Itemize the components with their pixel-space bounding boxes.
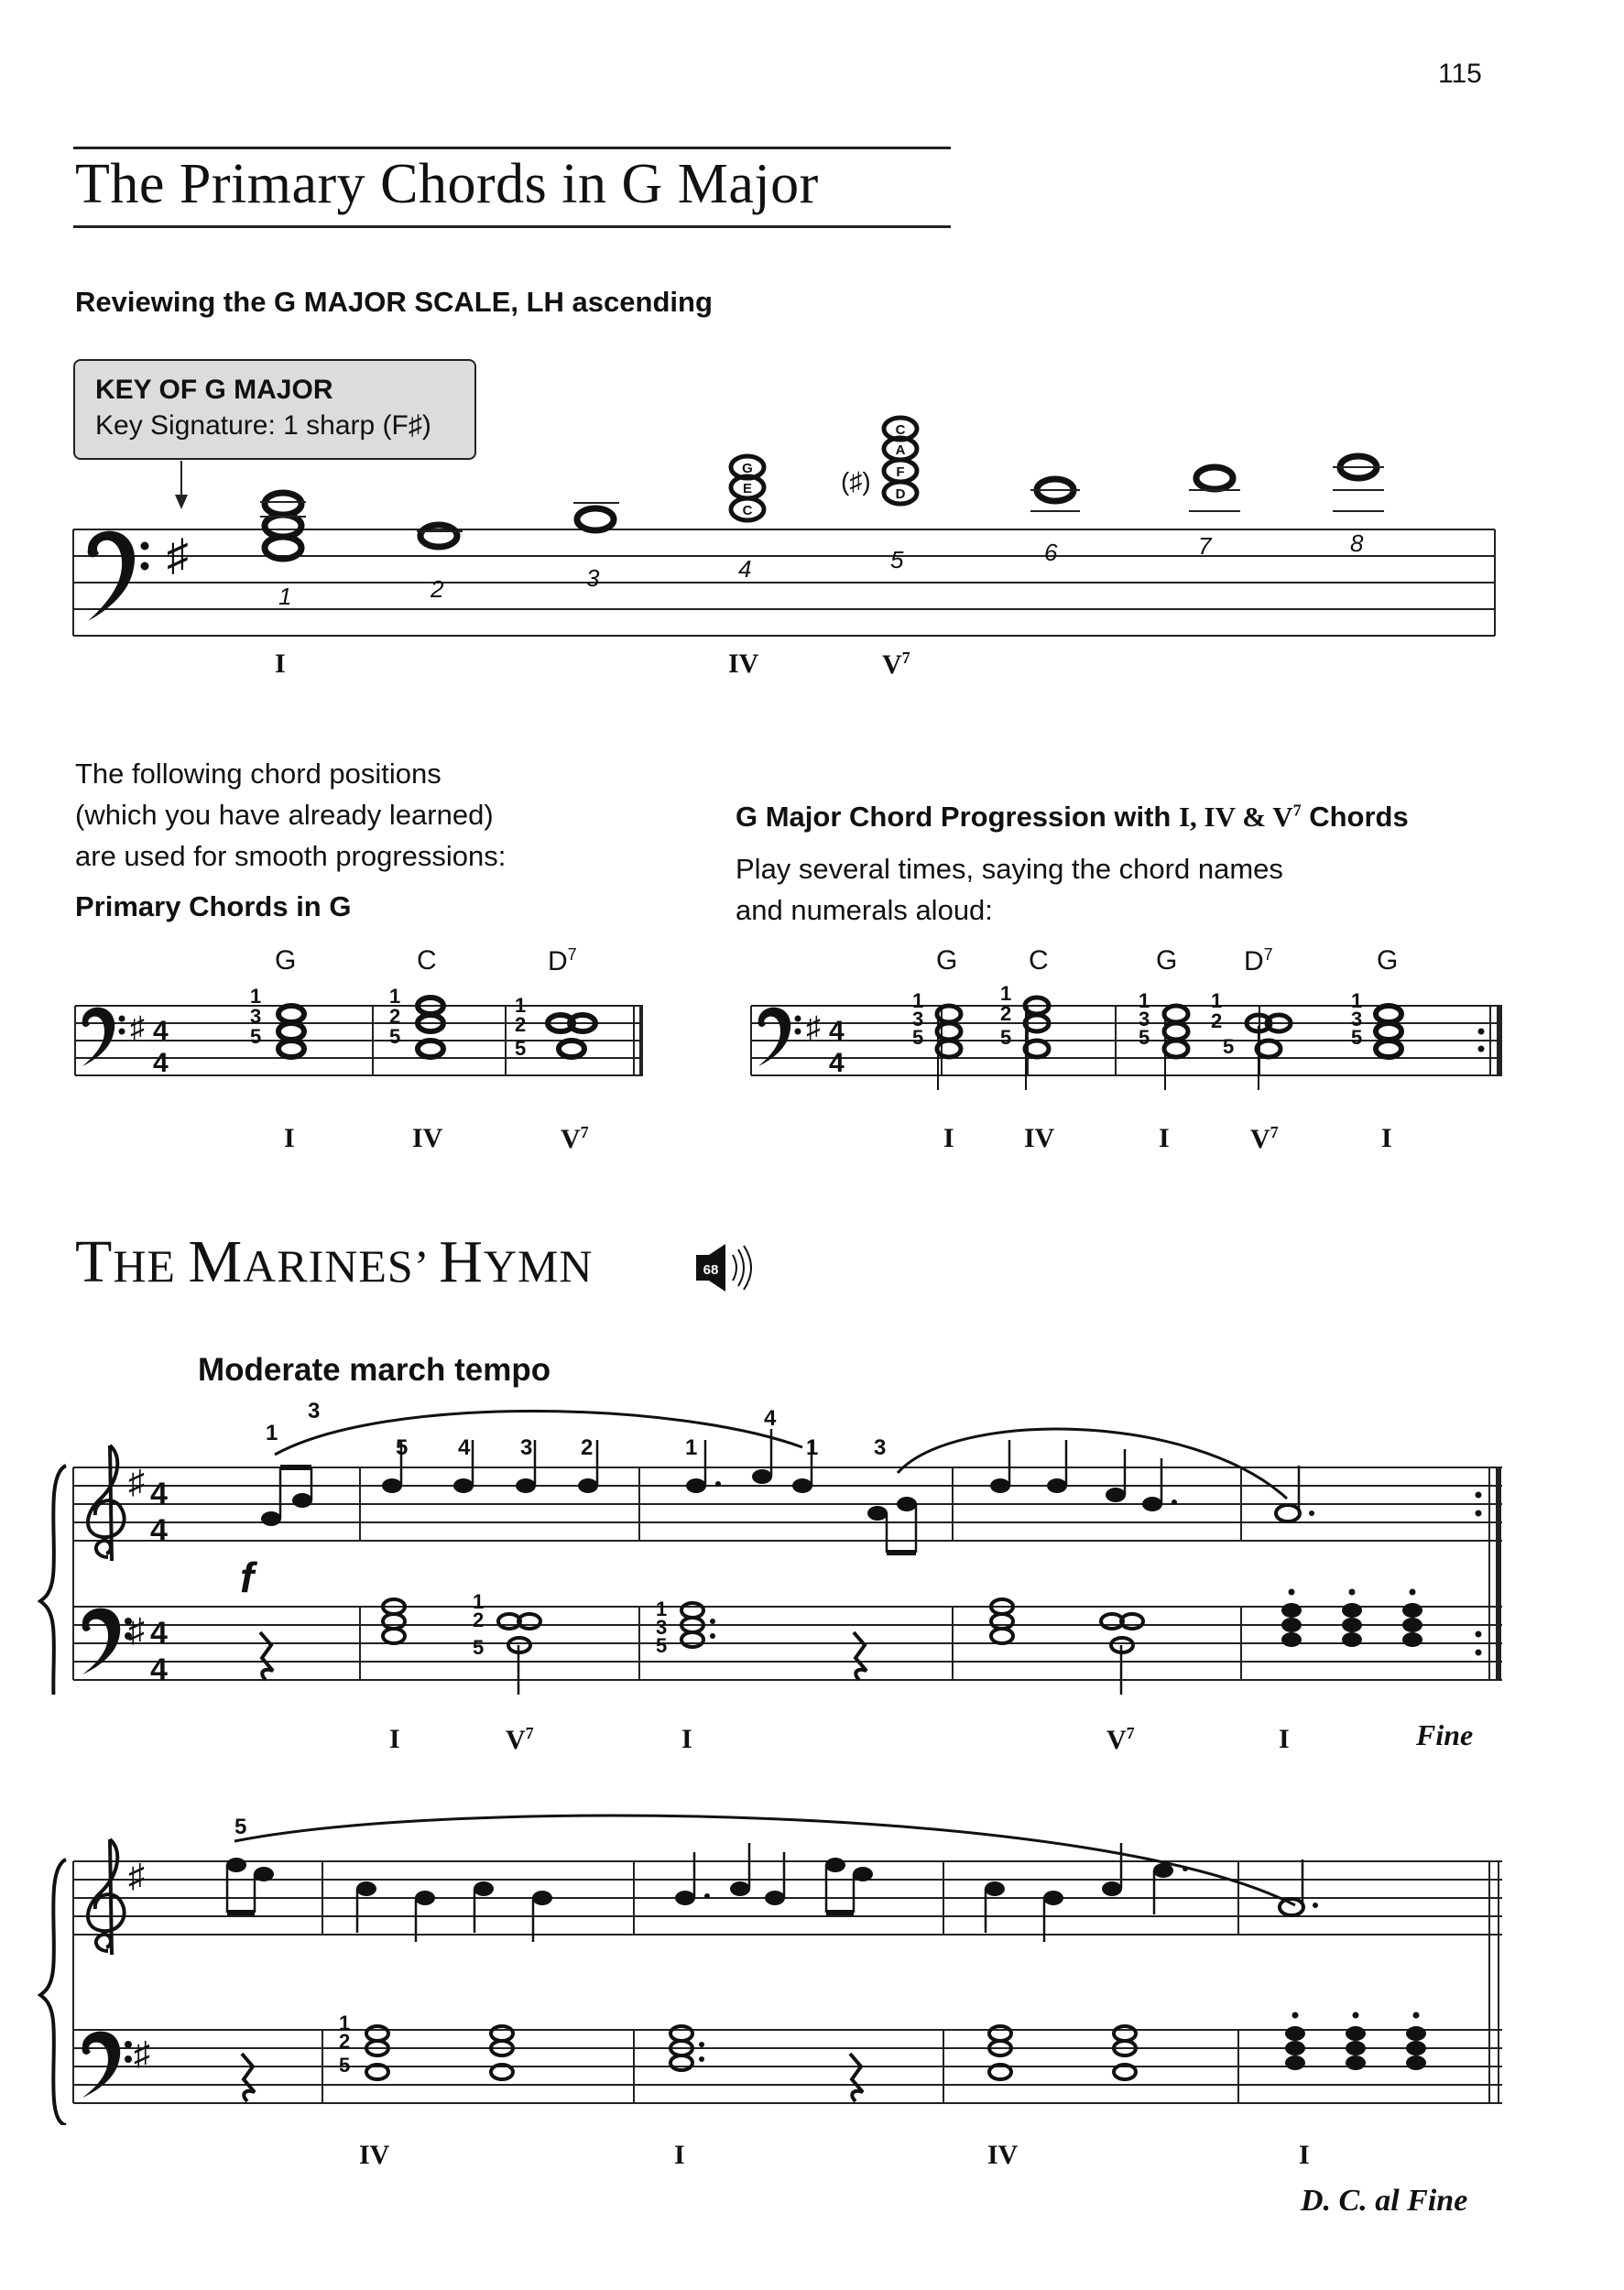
- title-cap: H: [439, 1228, 484, 1295]
- svg-text:5: 5: [1000, 1026, 1012, 1049]
- position-chord-g: [278, 1006, 304, 1057]
- svg-text:5: 5: [1223, 1035, 1235, 1058]
- svg-text:5: 5: [1139, 1026, 1150, 1049]
- time-sig-bottom: 4: [150, 1513, 168, 1548]
- fingering: 3: [308, 1399, 321, 1423]
- bass-clef-icon: [82, 1608, 132, 1674]
- slur: [275, 1412, 802, 1456]
- treble-notes: [261, 1469, 1177, 1526]
- pos-numeral: I: [284, 1123, 295, 1153]
- scale-numeral-iv: IV: [728, 649, 759, 679]
- scale-degree: 1: [278, 583, 292, 610]
- progression-heading-b: I, IV & V: [1178, 801, 1293, 833]
- quarter-rest-icon: [854, 1632, 866, 1680]
- chord-seven: 7: [1263, 945, 1273, 964]
- hymn-numeral: I: [674, 2140, 685, 2170]
- lh-fingering: 1: [473, 1590, 485, 1613]
- svg-text:2: 2: [1000, 1002, 1012, 1025]
- half-note: [1276, 1505, 1300, 1521]
- lh-fingering: 5: [656, 1634, 668, 1657]
- key-sharp-icon: ♯: [134, 2034, 150, 2072]
- time-sig-top: 4: [150, 1616, 168, 1651]
- positions-heading: Primary Chords in G: [75, 890, 352, 922]
- bass-chords: [366, 2026, 1136, 2079]
- prog-numeral: I: [1381, 1123, 1392, 1153]
- sharp-paren: (♯): [841, 467, 871, 496]
- key-box-heading: KEY OF G MAJOR: [95, 375, 333, 405]
- chord-letter: D: [1244, 946, 1264, 976]
- key-sharp-icon: ♯: [128, 1857, 145, 1894]
- scale-numeral-i: I: [275, 649, 286, 679]
- svg-text:5: 5: [912, 1026, 924, 1049]
- positions-text: [75, 753, 506, 877]
- dynamic-marking: f: [240, 1554, 255, 1601]
- title-small: HE: [113, 1240, 189, 1292]
- instruction-line: and numerals aloud:: [736, 894, 993, 926]
- scale-note-3: [577, 508, 614, 530]
- instruction-line: Play several times, saying the chord names: [736, 853, 1283, 885]
- scale-degree: 5: [890, 546, 904, 573]
- numeral-v: V: [506, 1725, 526, 1755]
- hymn-system-1-svg: [0, 1392, 1624, 1695]
- prog-numeral: I: [943, 1123, 954, 1153]
- scale-degree: 2: [431, 575, 444, 603]
- svg-text:1: 1: [912, 989, 924, 1012]
- numeral-seven: 7: [901, 649, 910, 667]
- fingering: 5: [234, 1815, 247, 1839]
- time-sig-top: 4: [150, 1477, 168, 1511]
- progression-heading-c: Chords: [1301, 801, 1409, 833]
- fingering: 1: [806, 1435, 819, 1460]
- numeral-v: V: [882, 649, 902, 680]
- numeral-v: V: [1250, 1124, 1270, 1154]
- progression-heading-sup: 7: [1292, 801, 1302, 820]
- svg-text:1: 1: [1351, 989, 1363, 1012]
- progression-heading-a: G Major Chord Progression with: [736, 801, 1179, 833]
- svg-text:1: 1: [515, 994, 527, 1017]
- quarter-rest-icon: [242, 2054, 255, 2101]
- svg-text:5: 5: [515, 1037, 527, 1060]
- time-sig-bottom: 4: [150, 1652, 168, 1687]
- svg-text:3: 3: [912, 1008, 924, 1030]
- lh-fingering: 2: [339, 2030, 351, 2053]
- hymn-numeral: I: [1279, 1724, 1290, 1754]
- title-cap: M: [188, 1228, 244, 1295]
- svg-text:1: 1: [250, 985, 262, 1008]
- time-sig-top: 4: [153, 1016, 169, 1046]
- scale-note-4-chord: [731, 456, 764, 520]
- scale-numeral-v7: [882, 649, 910, 681]
- key-sharp-icon: ♯: [167, 531, 189, 580]
- svg-text:2: 2: [389, 1005, 401, 1028]
- grand-staff-brace: [40, 1859, 66, 2125]
- note-letter: D: [895, 486, 906, 502]
- key-sharp-icon: ♯: [130, 1010, 145, 1043]
- chord-name-c: C: [417, 945, 437, 976]
- chord-staves-svg: [0, 971, 1624, 1099]
- key-arrow-head: [175, 495, 188, 509]
- position-chord-d7: [548, 1015, 595, 1057]
- fingering: 3: [520, 1435, 533, 1460]
- lh-fingering: 1: [339, 2012, 351, 2034]
- positions-line: (which you have already learned): [75, 799, 494, 831]
- numeral-seven: 7: [1270, 1123, 1279, 1141]
- scale-note-2: [420, 525, 457, 547]
- note-letter: F: [896, 464, 905, 480]
- hymn-system-2-svg: [0, 1814, 1624, 2125]
- pos-numeral: IV: [412, 1123, 443, 1153]
- page-number: 115: [1438, 59, 1482, 89]
- hymn-numeral: I: [681, 1724, 692, 1754]
- svg-text:5: 5: [1351, 1026, 1363, 1049]
- scale-note-5-chord: [841, 418, 917, 504]
- prog-chord-name: G: [1377, 945, 1399, 976]
- pos-numeral-v7: [561, 1123, 589, 1155]
- prog-chord-name: C: [1029, 945, 1049, 976]
- key-sharp-icon: ♯: [128, 1463, 145, 1500]
- scale-subtitle: Reviewing the G MAJOR SCALE, LH ascending: [75, 286, 713, 318]
- scale-degree: 7: [1198, 532, 1212, 560]
- scale-staff-svg: [0, 0, 1624, 733]
- prog-numeral-v7: [1250, 1123, 1279, 1155]
- grand-staff-brace: [40, 1466, 66, 1695]
- scale-degree: 3: [586, 564, 600, 592]
- note-letter: C: [742, 503, 753, 518]
- time-sig-bottom: 4: [829, 1048, 845, 1078]
- fingering: 1: [266, 1421, 278, 1445]
- fingering: 3: [874, 1435, 887, 1460]
- fingering: 1: [685, 1435, 698, 1460]
- chord-seven: 7: [567, 945, 577, 964]
- track-number: 68: [703, 1262, 719, 1278]
- svg-text:1: 1: [1139, 989, 1150, 1012]
- dc-al-fine: D. C. al Fine: [1301, 2184, 1468, 2218]
- hymn-title: [75, 1227, 594, 1297]
- numeral-seven: 7: [580, 1123, 589, 1141]
- positions-line: are used for smooth progressions:: [75, 840, 507, 872]
- prog-chord-name: G: [936, 945, 958, 976]
- lh-fingering: 5: [473, 1636, 485, 1659]
- prog-chord-name: G: [1156, 945, 1178, 976]
- scale-note-7: [1196, 467, 1233, 489]
- lh-fingering: 5: [339, 2054, 351, 2077]
- prog-numeral: I: [1159, 1123, 1170, 1153]
- svg-text:3: 3: [1351, 1008, 1363, 1030]
- hymn-numeral-v7: [506, 1724, 534, 1756]
- tempo-marking: Moderate march tempo: [198, 1352, 551, 1388]
- chord-name-g: G: [275, 945, 297, 976]
- note-letter: C: [895, 422, 906, 438]
- numeral-v: V: [1106, 1725, 1127, 1755]
- progression-instruction: [736, 848, 1283, 931]
- fine-marking: Fine: [1416, 1718, 1474, 1751]
- svg-text:1: 1: [1000, 982, 1012, 1005]
- slur: [898, 1429, 1287, 1499]
- numeral-seven: 7: [525, 1724, 534, 1742]
- lh-fingering: 2: [473, 1608, 485, 1631]
- bass-clef-icon: [88, 531, 149, 621]
- svg-text:1: 1: [389, 985, 401, 1008]
- svg-text:3: 3: [250, 1005, 262, 1028]
- scale-degree: 8: [1350, 529, 1364, 557]
- bass-clef-icon: [82, 2032, 132, 2098]
- title-cap: T: [75, 1228, 114, 1295]
- svg-text:5: 5: [389, 1025, 401, 1048]
- svg-text:2: 2: [515, 1013, 527, 1036]
- progression-heading: [736, 801, 1409, 834]
- note-letter: A: [895, 442, 906, 458]
- positions-line: The following chord positions: [75, 758, 441, 790]
- hymn-numeral: IV: [987, 2140, 1019, 2170]
- audio-track-icon[interactable]: [692, 1242, 766, 1297]
- chord-letter: D: [548, 946, 568, 976]
- fingering: 4: [764, 1406, 777, 1431]
- note-letter: E: [742, 481, 753, 496]
- svg-text:3: 3: [1139, 1008, 1150, 1030]
- time-sig-bottom: 4: [153, 1048, 169, 1078]
- fingering: 2: [581, 1435, 594, 1460]
- time-sig-top: 4: [829, 1016, 845, 1046]
- hymn-numeral-v7: [1106, 1724, 1135, 1756]
- half-note: [1280, 1899, 1303, 1915]
- fingering: 4: [458, 1435, 471, 1460]
- title-small: YMN: [483, 1240, 594, 1292]
- hymn-numeral: I: [389, 1724, 400, 1754]
- key-sharp-icon: ♯: [128, 1611, 145, 1649]
- lh-fingering: 3: [656, 1616, 668, 1639]
- page-title: The Primary Chords in G Major: [75, 153, 819, 215]
- quarter-rest-icon: [260, 1632, 273, 1680]
- lh-fingering: 1: [656, 1598, 668, 1620]
- hymn-numeral: I: [1299, 2140, 1310, 2170]
- scale-degree: 6: [1044, 539, 1058, 566]
- svg-text:2: 2: [1211, 1009, 1223, 1032]
- title-small: ARINES’: [243, 1240, 440, 1292]
- note-letter: G: [742, 461, 753, 476]
- key-sharp-icon: ♯: [806, 1010, 821, 1043]
- numeral-v: V: [561, 1124, 581, 1154]
- quarter-rest-icon: [850, 2054, 863, 2101]
- prog-numeral: IV: [1024, 1123, 1055, 1153]
- scale-degree: 4: [738, 555, 752, 583]
- svg-text:5: 5: [250, 1025, 262, 1048]
- fingering: 5: [396, 1435, 409, 1460]
- key-box-signature: Key Signature: 1 sharp (F♯): [95, 410, 431, 441]
- hymn-numeral: IV: [359, 2140, 390, 2170]
- svg-text:1: 1: [1211, 989, 1223, 1012]
- numeral-seven: 7: [1126, 1724, 1135, 1742]
